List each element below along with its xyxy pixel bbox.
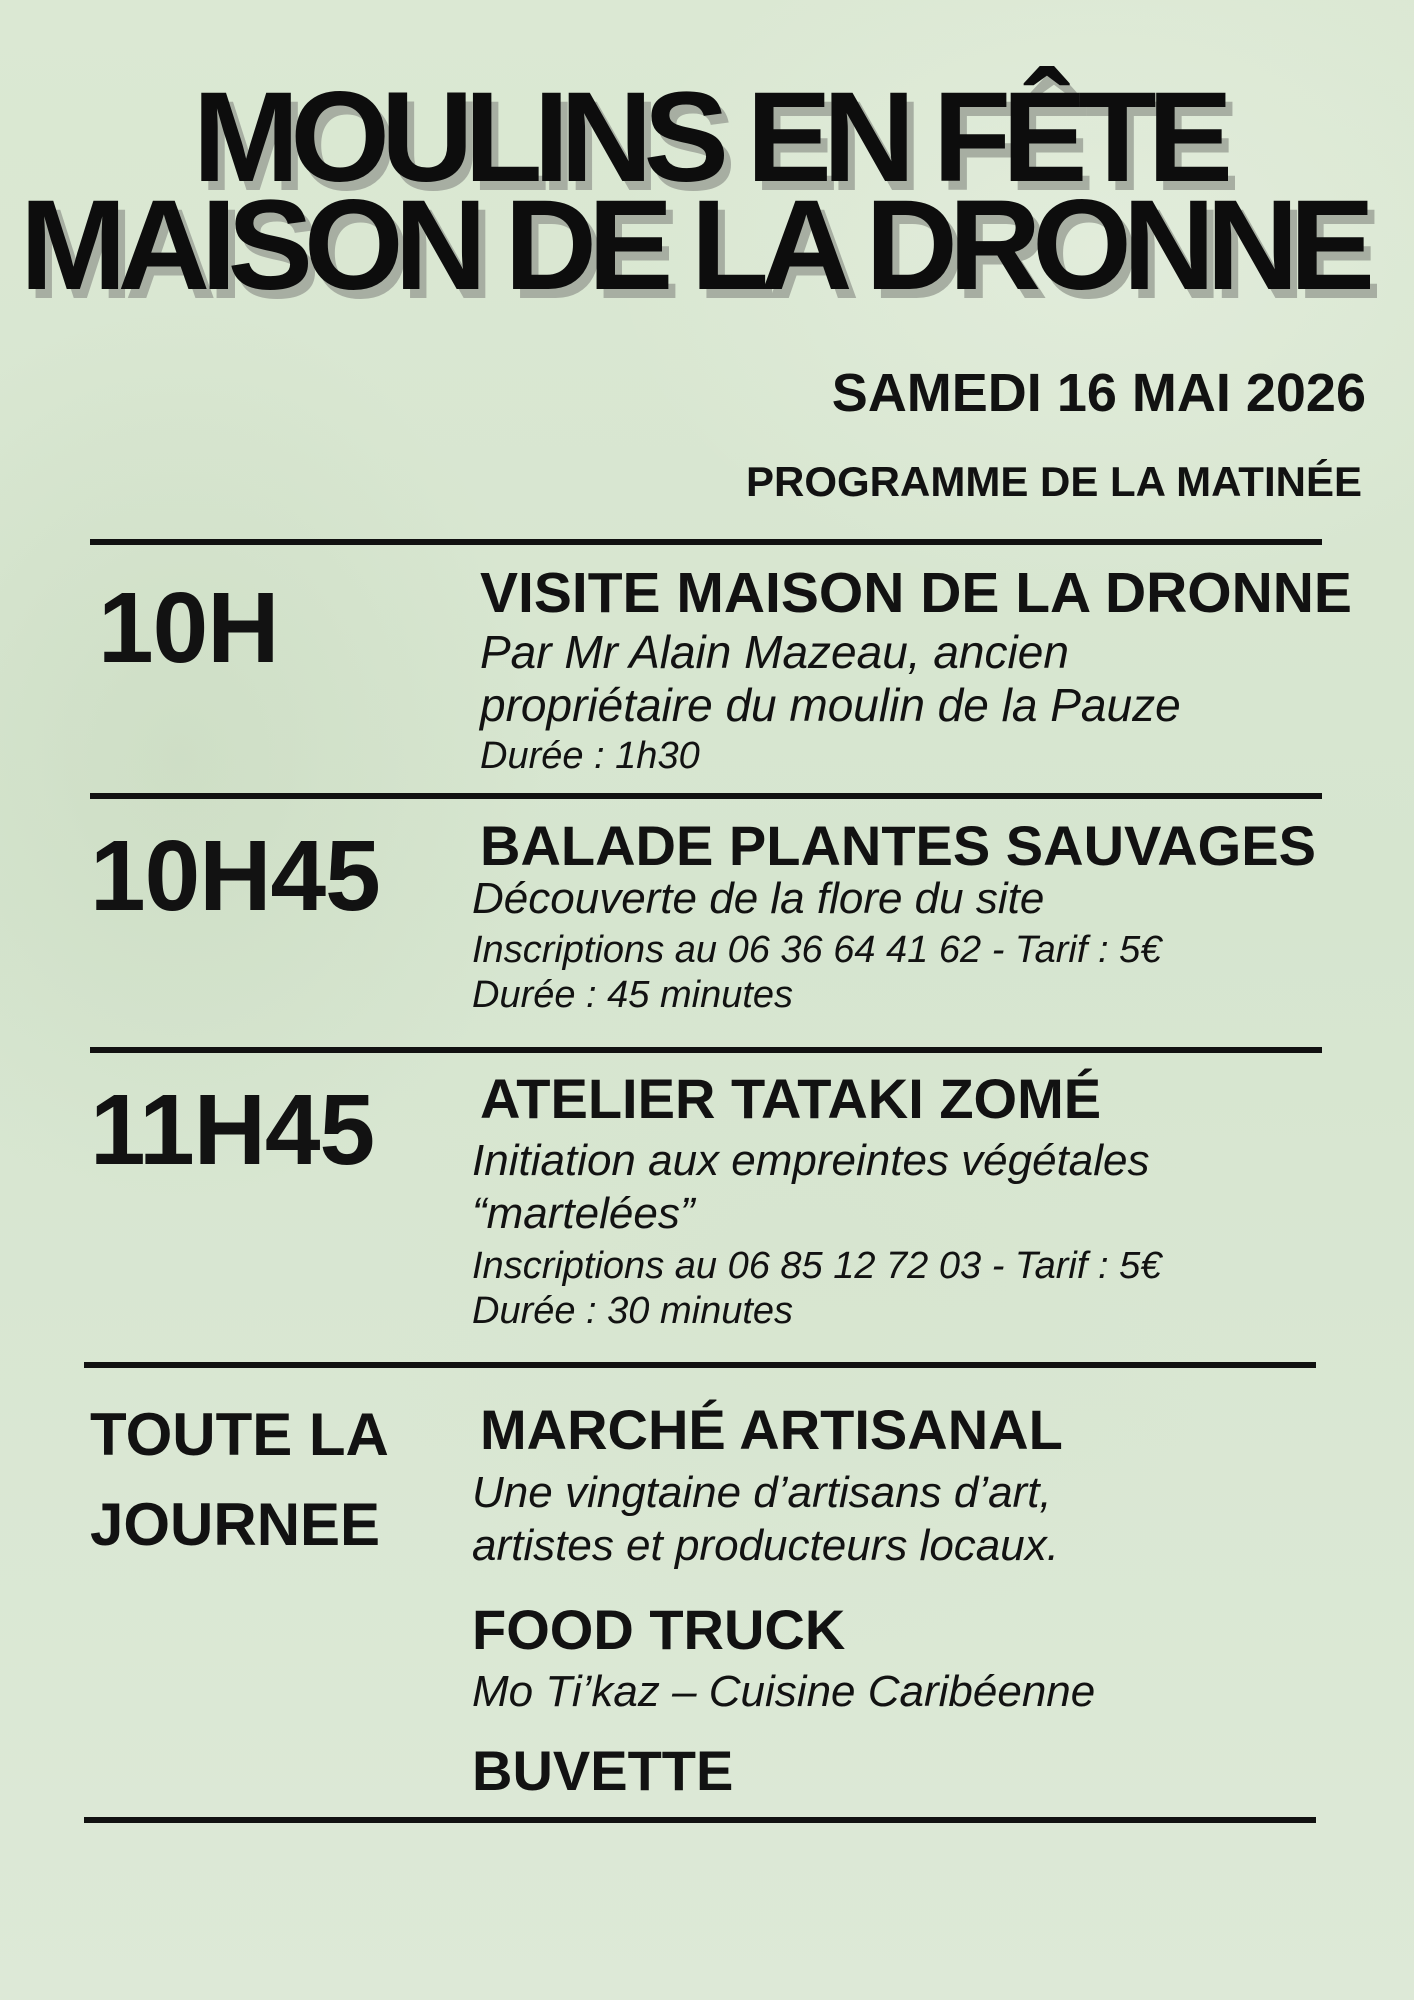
event-description: Par Mr Alain Mazeau, ancien [480, 626, 1069, 678]
event-duration: Durée : 30 minutes [472, 1290, 794, 1332]
event-time: 10H45 [90, 820, 380, 932]
poster-title-line-1: MOULINS EN FÊTE [192, 66, 1224, 209]
programme-heading: PROGRAMME DE LA MATINÉE [746, 458, 1362, 505]
event-title: FOOD TRUCK [472, 1598, 846, 1661]
divider-after-10h45 [90, 1047, 1322, 1053]
divider-after-10h [90, 793, 1322, 799]
event-title: MARCHÉ ARTISANAL [480, 1398, 1063, 1461]
event-registration: Inscriptions au 06 85 12 72 03 - Tarif : 5€ [472, 1245, 1162, 1287]
divider-after-11h45 [84, 1362, 1316, 1368]
event-description: Mo Ti’kaz – Cuisine Caribéenne [472, 1667, 1096, 1716]
event-description: “martelées” [472, 1189, 695, 1238]
poster-title-line-2: MAISON DE LA DRONNE [19, 174, 1366, 317]
event-title: BUVETTE [472, 1739, 734, 1802]
divider-bottom [84, 1817, 1316, 1823]
event-description: artistes et producteurs locaux. [472, 1521, 1059, 1570]
event-description: Initiation aux empreintes végétales [472, 1136, 1150, 1185]
event-title: BALADE PLANTES SAUVAGES [480, 814, 1316, 877]
event-registration: Inscriptions au 06 36 64 41 62 - Tarif : 5€ [472, 929, 1162, 971]
event-time: 10H [98, 572, 279, 684]
all-day-time: TOUTE LA [90, 1401, 389, 1468]
event-duration: Durée : 45 minutes [472, 974, 794, 1016]
event-title: ATELIER TATAKI ZOMÉ [480, 1067, 1102, 1130]
divider-top [90, 539, 1322, 545]
event-duration: Durée : 1h30 [480, 735, 700, 777]
all-day-time: JOURNEE [90, 1491, 381, 1558]
event-title: VISITE MAISON DE LA DRONNE [480, 561, 1352, 625]
event-description: Découverte de la flore du site [472, 874, 1045, 923]
event-description: Une vingtaine d’artisans d’art, [472, 1468, 1052, 1517]
event-description: propriétaire du moulin de la Pauze [480, 679, 1181, 731]
event-date: SAMEDI 16 MAI 2026 [831, 363, 1366, 423]
event-time: 11H45 [90, 1074, 375, 1186]
